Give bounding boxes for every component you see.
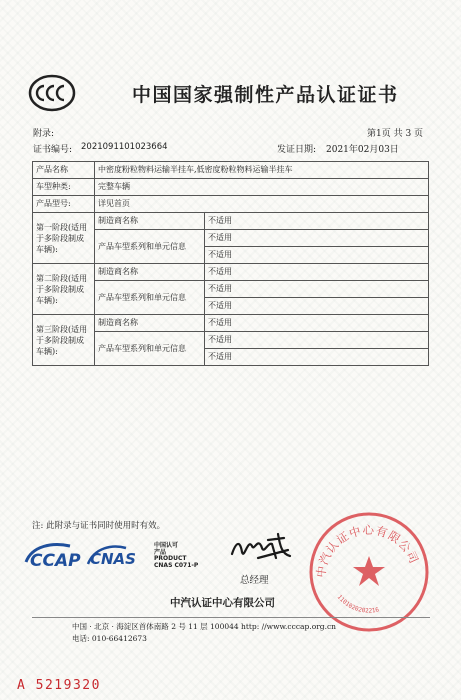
page-indicator: 第1页 共 3 页 <box>367 129 424 139</box>
series-label: 产品车型系列和单元信息 <box>95 281 205 315</box>
signature-icon <box>228 528 298 568</box>
issue-date-label: 发证日期: <box>277 145 317 155</box>
seal-text: 中汽认证中心有限公司 <box>313 522 422 579</box>
footer-address: 中国 · 北京 · 海淀区首体南路 2 号 11 层 100044 http: //www.cccap.org.cn <box>72 622 337 631</box>
manufacturer-value: 不适用 <box>205 213 429 230</box>
product-name-label: 产品名称 <box>33 162 95 179</box>
series-value: 不适用 <box>205 281 429 298</box>
series-value: 不适用 <box>205 332 429 349</box>
series-value: 不适用 <box>205 230 429 247</box>
certificate-table <box>32 161 429 366</box>
stage-label: 第二阶段(适用于多阶段制成车辆): <box>33 264 95 315</box>
cnas-product: PRODUCT <box>154 555 187 562</box>
seal-number: 1101020202216 <box>335 593 380 615</box>
stage-label: 第一阶段(适用于多阶段制成车辆): <box>33 213 95 264</box>
table-row <box>33 315 429 332</box>
series-value: 不适用 <box>205 298 429 315</box>
attachment-label: 附录: <box>33 129 55 139</box>
footer-divider <box>32 617 430 618</box>
manufacturer-label: 制造商名称 <box>95 315 205 332</box>
cert-no-label: 证书编号: <box>33 145 73 155</box>
footer-phone: 电话: 010-66412673 <box>72 634 147 643</box>
model-label: 产品型号: <box>33 196 95 213</box>
signatory-title: 总经理 <box>240 575 269 586</box>
validity-note: 注: 此附录与证书同时使用时有效。 <box>32 521 166 531</box>
ccc-logo-icon <box>28 74 76 112</box>
manufacturer-value: 不适用 <box>205 315 429 332</box>
cnas-cn-line2: 产品 <box>154 548 167 556</box>
product-name: 中密度粉粒物料运输半挂车,低密度粉粒物料运输半挂车 <box>95 162 429 179</box>
table-row <box>33 179 429 196</box>
cnas-code: CNAS C071-P <box>154 561 199 569</box>
cnas-details <box>154 543 198 569</box>
model-value: 详见首页 <box>95 196 429 213</box>
serial-number: A 5219320 <box>17 678 101 693</box>
ccap-logo-icon <box>22 540 88 570</box>
series-label: 产品车型系列和单元信息 <box>95 332 205 366</box>
table-row <box>33 162 429 179</box>
svg-text:1101020202216 <box>336 594 381 615</box>
stage-label: 第三阶段(适用于多阶段制成车辆): <box>33 315 95 366</box>
manufacturer-label: 制造商名称 <box>95 264 205 281</box>
cnas-text: CNAS <box>90 550 136 568</box>
table-row <box>33 213 429 230</box>
series-label: 产品车型系列和单元信息 <box>95 230 205 264</box>
table-row <box>33 264 429 281</box>
table-row <box>33 196 429 213</box>
vehicle-type: 完整车辆 <box>95 179 429 196</box>
manufacturer-label: 制造商名称 <box>95 213 205 230</box>
cnas-logo-icon <box>86 540 154 570</box>
manufacturer-value: 不适用 <box>205 264 429 281</box>
series-value: 不适用 <box>205 349 429 366</box>
cnas-cn-line1: 中国认可 <box>154 542 179 549</box>
ccap-text: CCAP <box>30 551 81 570</box>
series-value: 不适用 <box>205 247 429 264</box>
organization-name: 中汽认证中心有限公司 <box>170 597 275 609</box>
cert-no: 2021091101023664 <box>81 142 168 152</box>
certificate-title: 中国国家强制性产品认证证书 <box>132 84 399 106</box>
vehicle-type-label: 车型种类: <box>33 179 95 196</box>
issue-date: 2021年02月03日 <box>326 145 399 155</box>
